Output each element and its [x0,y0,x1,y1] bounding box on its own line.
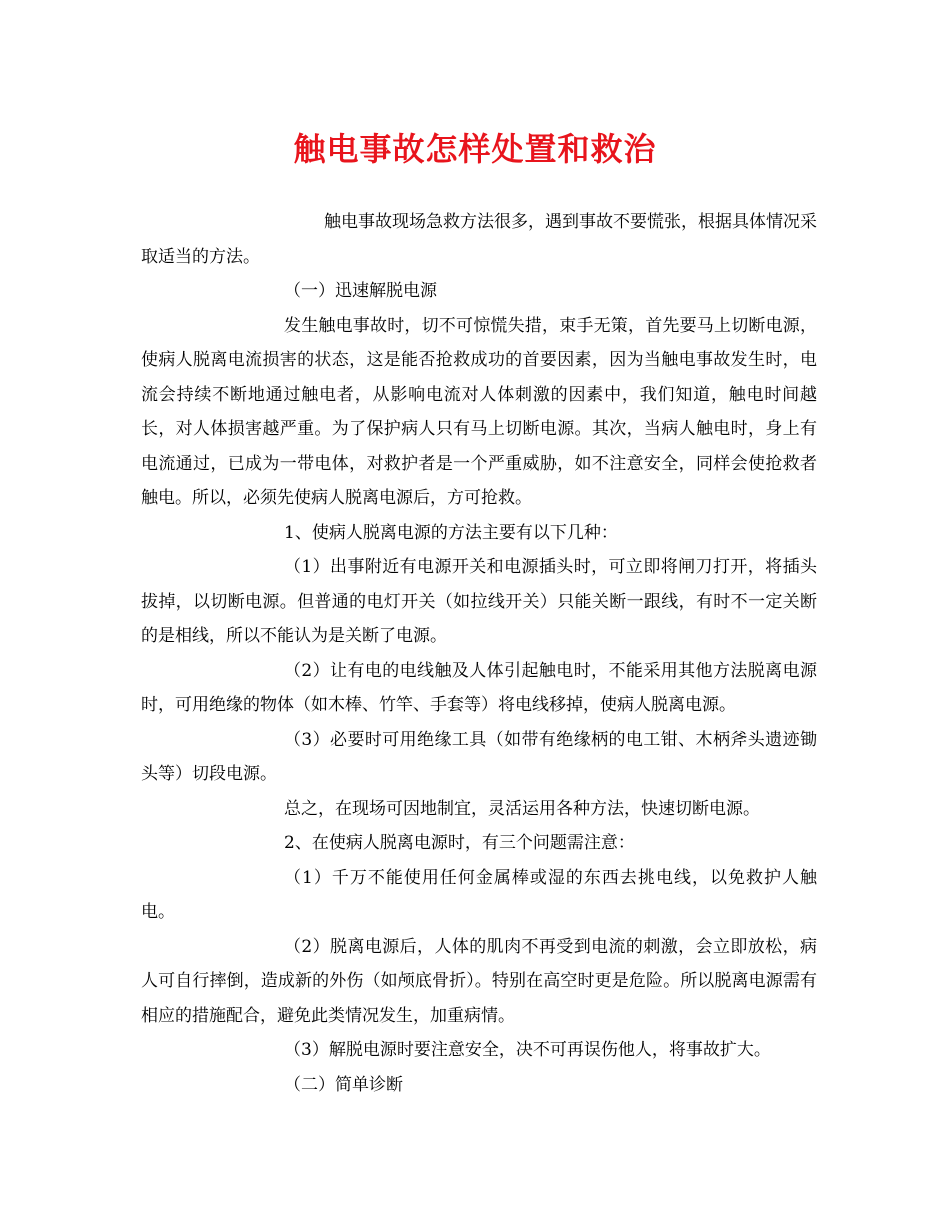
subsection-heading-2: 2、在使病人脱离电源时，有三个问题需注意： [284,833,635,853]
list-item: （3）解脱电源时要注意安全，决不可再误伤他人，将事故扩大。 [284,1040,771,1060]
body-paragraph: 发生触电事故时，切不可惊慌失措，束手无策，首先要马上切断电源，使病人脱离电流损害的状态，这是能否抢救成功的首要因素，因为当触电事故发生时，电流会持续不断地通过触电者，从影响电流对人体刺激的因素中，我们知道，触电时间越长，对人体损害越严重。为了保护病人只有马上切断电源。其次，当病人触电时，身上有电流通过，已成为一带电体，对救护者是一个严重威胁，如不注意安全，同样会使抢救者触电。所以，必须先使病人脱离电源后，方可抢救。 [141,315,817,508]
section-heading-1: （一）迅速解脱电源 [284,281,437,301]
document-title: 触电事故怎样处置和救治 [293,130,657,168]
list-item: （1）出事附近有电源开关和电源插头时，可立即将闸刀打开，将插头拔掉，以切断电源。但普通的电灯开关（如拉线开关）只能关断一跟线，有时不一定关断的是相线，所以不能认为是关断了电源。 [141,557,817,646]
section-heading-2: （二）简单诊断 [284,1074,403,1095]
list-item: （2）让有电的电线触及人体引起触电时，不能采用其他方法脱离电源时，可用绝缘的物体（如木棒、竹竿、手套等）将电线移掉，使病人脱离电源。 [141,660,817,715]
document-body [141,205,817,1102]
subsection-heading-1: 1、使病人脱离电源的方法主要有以下几种： [284,522,618,543]
list-item: （2）脱离电源后，人体的肌肉不再受到电流的刺激，会立即放松，病人可自行摔倒，造成新的外伤（如颅底骨折）。特别在高空时更是危险。所以脱离电源需有相应的措施配合，避免此类情况发生，加重病情。 [141,936,817,1026]
list-item: （1）千万不能使用任何金属棒或湿的东西去挑电线，以免救护人触电。 [141,867,817,922]
intro-paragraph: 触电事故现场急救方法很多，遇到事故不要慌张，根据具体情况采取适当的方法。 [141,212,817,267]
list-item: （3）必要时可用绝缘工具（如带有绝缘柄的电工钳、木柄斧头遗迹锄头等）切段电源。 [141,729,817,784]
summary-paragraph: 总之，在现场可因地制宜，灵活运用各种方法，快速切断电源。 [284,798,760,819]
